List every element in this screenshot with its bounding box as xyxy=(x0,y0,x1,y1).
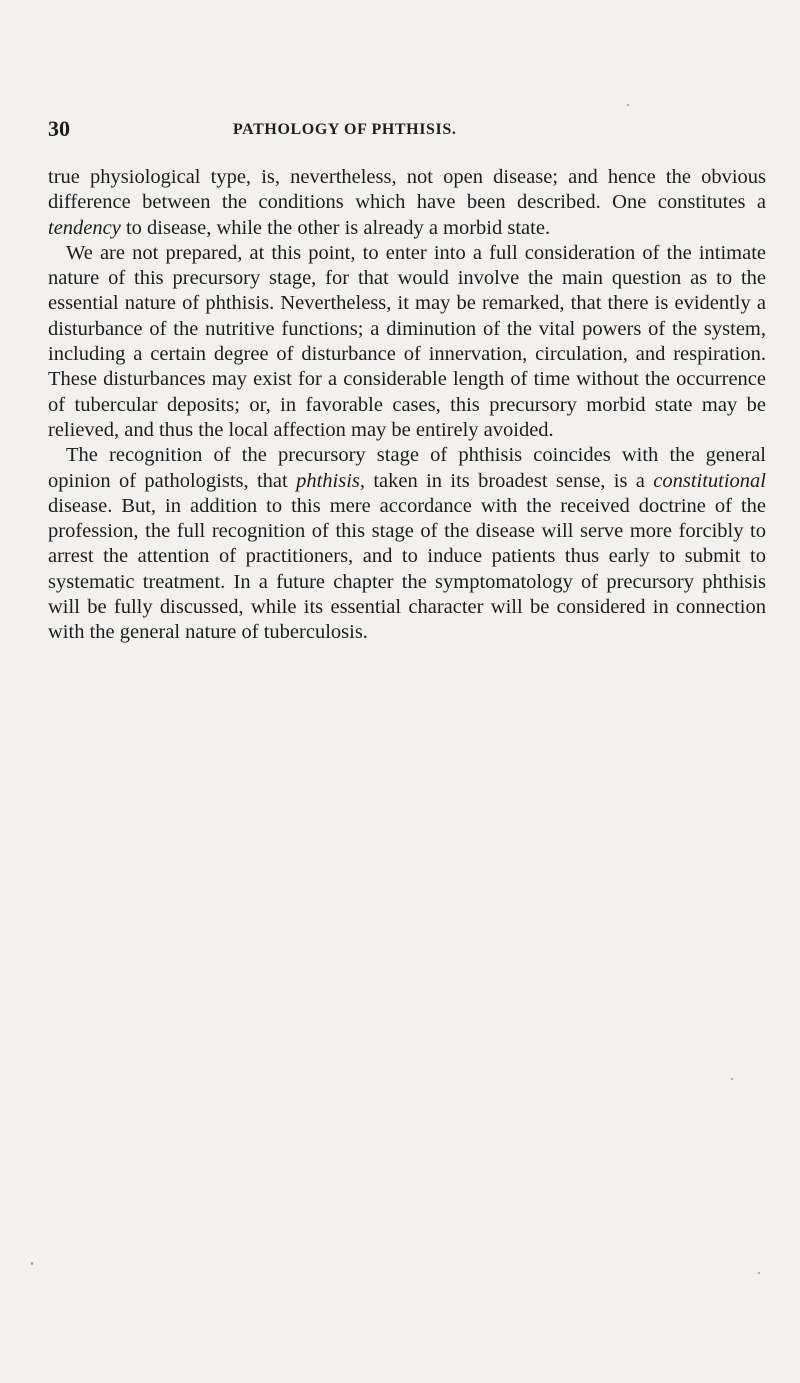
paper-speck xyxy=(731,1078,733,1080)
text-segment: , taken in its broadest sense, is a xyxy=(359,469,654,492)
text-segment: to disease, while the other is already a morbid state. xyxy=(120,216,551,239)
paragraph xyxy=(48,443,766,645)
page-number: 30 xyxy=(48,116,70,141)
text-segment: true physiological type, is, nevertheless, not open disease; and hence the obvious difference between the conditions which have been described. One constitutes a xyxy=(48,166,766,214)
body-text xyxy=(48,165,766,646)
paper-speck xyxy=(31,1262,33,1265)
paragraph xyxy=(48,165,766,241)
paper-speck xyxy=(758,1272,760,1274)
italic-segment: phthisis xyxy=(296,469,360,492)
paper-speck xyxy=(627,104,629,106)
text-segment: We are not prepared, at this point, to enter into a full consideration of the intimate nature of this precursory stage, for that would involve the main question as to the essential nature of phthisis. Nevertheless, it may be remarked, that there is evidently a disturbance of the nutritive functions; a diminution of the vital powers of the system, including a certain degree of disturbance of innervation, circulation, and respiration. These disturbances may exist for a considerable length of time without the occurrence of tubercular deposits; or, in favorable cases, this precursory morbid state may be relieved, and thus the local affection may be entirely avoided. xyxy=(48,241,766,441)
text-segment: The recognition of the precursory stage of phthisis coincides with the general opinion of pathologists, that xyxy=(48,444,766,492)
text-segment: disease. But, in addition to this mere accordance with the received doctrine of the profession, the full recognition of this stage of the disease will serve more forcibly to arrest the attention of practitioners, and to induce patients thus early to submit to systematic treatment. In a future chapter the symptomatology of precursory phthisis will be fully discussed, while its essential character will be considered in connection with the general nature of tuberculosis. xyxy=(48,494,766,644)
italic-segment: tendency xyxy=(48,216,121,239)
italic-segment: constitutional xyxy=(653,469,766,492)
paragraph xyxy=(48,241,766,443)
page-header xyxy=(48,116,766,146)
running-title: PATHOLOGY OF PHTHISIS. xyxy=(233,121,457,138)
